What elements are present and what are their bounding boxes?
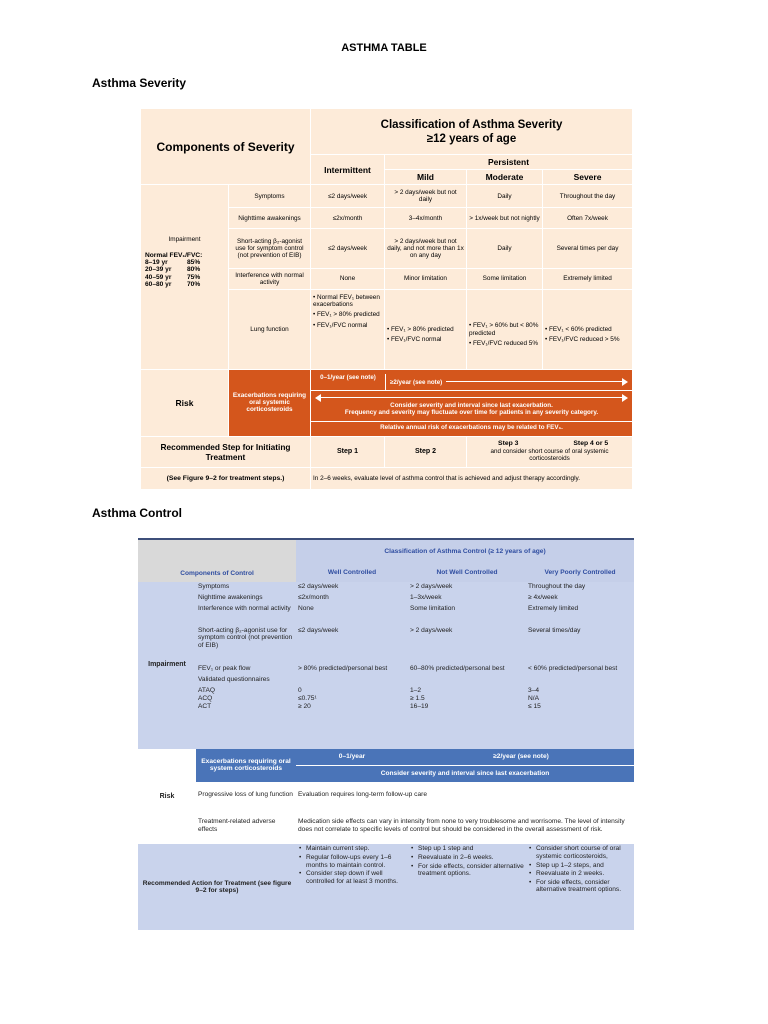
impairment-cell <box>141 185 229 369</box>
cell: None <box>298 604 314 612</box>
cell: Some limitation <box>467 269 543 290</box>
age-label: ≥12 years of age <box>426 132 517 145</box>
row-label-interference: Interference with normal activity <box>229 269 311 290</box>
cell: Throughout the day <box>528 582 586 590</box>
treatment-label: Treatment-related adverse effects <box>196 807 296 845</box>
lung-mild <box>385 290 467 370</box>
severity-heading: Asthma Severity <box>92 76 187 90</box>
row-label: Interference with normal activity <box>198 604 291 612</box>
persistent-header: Persistent <box>385 155 633 170</box>
cell: ≤2 days/week <box>298 582 339 590</box>
progressive-label: Progressive loss of lung function <box>196 782 296 807</box>
normal-fev-title: Normal FEV₁/FVC: <box>145 251 203 259</box>
bullet: • Regular follow-ups every 1–6 months to maintain control. <box>306 854 406 869</box>
impairment-notwell <box>408 582 526 749</box>
bullet: • FEV₁ > 60% but < 80% predicted <box>469 322 539 337</box>
risk-relative: Relative annual risk of exacerbations may be related to FEV₁. <box>311 421 632 431</box>
cell: < 60% predicted/personal best <box>528 664 618 672</box>
cell: ≤2x/month <box>311 208 385 229</box>
exac-well: 0–1/year <box>296 749 408 766</box>
cell: Throughout the day <box>543 185 633 208</box>
asthma-severity-table <box>140 108 632 490</box>
cell: ≤2 days/week <box>298 626 339 634</box>
classification-title: Classification of Asthma Severity <box>380 118 563 131</box>
cell: Several times per day <box>543 229 633 269</box>
control-heading: Asthma Control <box>92 506 182 520</box>
q-name: ATAQ <box>198 686 215 694</box>
cell: 16–19 <box>410 702 429 710</box>
bullet: • Step up 1–2 steps, and <box>536 862 632 870</box>
cell: Daily <box>467 229 543 269</box>
components-of-control-cell <box>138 540 296 582</box>
cell: Some limitation <box>410 604 456 612</box>
risk-persistent-wrap <box>386 374 632 390</box>
bullet: • Consider step down if well controlled for at least 3 months. <box>306 870 406 885</box>
bullet: • FEV₁/FVC normal <box>387 336 442 344</box>
bullet: • Reevaluate in 2–6 weeks. <box>418 854 524 862</box>
bullet: • Normal FEV₁ between exacerbations <box>313 294 380 309</box>
col-intermittent: Intermittent <box>311 155 385 185</box>
evaluate-note: In 2–6 weeks, evaluate level of asthma control that is achieved and adjust therapy accordingly. <box>311 467 633 489</box>
cell: ≤2 days/week <box>311 185 385 208</box>
bullet: • FEV₁/FVC reduced > 5% <box>545 336 620 344</box>
control-risk-label: Risk <box>138 749 196 845</box>
bullet: • FEV₁/FVC reduced 5% <box>469 339 539 347</box>
cell: ≤2x/month <box>298 593 329 601</box>
bullet: • FEV₁ < 60% predicted <box>545 326 612 334</box>
normal-fev-list <box>143 252 226 289</box>
row-label-symptoms: Symptoms <box>229 185 311 208</box>
step-1: Step 1 <box>311 436 385 467</box>
components-of-severity-header: Components of Severity <box>141 109 311 185</box>
row-label: FEV₁ or peak flow <box>198 664 251 672</box>
normal-fev-row: 20–39 yr 80% <box>145 266 201 274</box>
validated-label: Validated questionnaires <box>198 675 270 683</box>
bullet: • For side effects, consider alternative treatment options. <box>418 863 524 878</box>
row-label-nighttime: Nighttime awakenings <box>229 208 311 229</box>
risk-label: Risk <box>141 369 229 436</box>
row-label: Symptoms <box>198 582 230 590</box>
step-3-4 <box>467 436 633 467</box>
exac-consider: Consider severity and interval since last exacerbation <box>296 765 634 782</box>
cell: 3–4x/month <box>385 208 467 229</box>
risk-frequency: Frequency and severity may fluctuate over time for patients in any severity category. <box>344 409 599 417</box>
cell: None <box>311 269 385 290</box>
bullet: • Maintain current step. <box>306 845 406 853</box>
bullet: • Consider short course of oral systemic corticosteroids, <box>536 845 632 860</box>
cell: ≥ 20 <box>298 702 311 710</box>
cell: ≤ 15 <box>528 702 541 710</box>
recommended-action-label: Recommended Action for Treatment (see figure 9–2 for steps) <box>138 844 296 930</box>
cell: 60–80% predicted/personal best <box>410 664 505 672</box>
impairment-well <box>296 582 408 749</box>
cell: Extremely limited <box>528 604 579 612</box>
normal-fev-row: 40–59 yr 75% <box>145 273 201 281</box>
impairment-verypoor <box>526 582 634 749</box>
lung-severe <box>543 290 633 370</box>
double-arrow-icon <box>315 395 628 401</box>
bullet: • FEV₁ > 80% predicted <box>313 311 380 319</box>
cell: > 80% predicted/personal best <box>298 664 388 672</box>
row-label-saba: Short-acting β₂-agonist use for symptom control (not prevention of EIB) <box>229 229 311 269</box>
cell: Extremely limited <box>543 269 633 290</box>
q-name: ACT <box>198 702 212 710</box>
bullet: • Reevaluate in 2 weeks. <box>536 870 632 878</box>
rec-well <box>296 844 408 930</box>
col-very-poorly-controlled: Very Poorly Controlled <box>526 563 634 582</box>
document-title: ASTHMA TABLE <box>341 42 427 54</box>
progressive-text: Evaluation requires long-term follow-up care <box>296 782 634 807</box>
risk-component: Exacerbations requiring oral systemic corticosteroids <box>229 369 311 436</box>
cell: 3–4 <box>528 686 540 694</box>
cell: Daily <box>467 185 543 208</box>
control-impairment-label: Impairment <box>138 582 196 749</box>
rec-notwell <box>408 844 526 930</box>
impairment-components <box>196 582 296 749</box>
risk-consider: Consider severity and interval since last exacerbation. <box>390 402 553 410</box>
cell: > 1x/week but not nightly <box>467 208 543 229</box>
bullet: • For side effects, consider alternative treatment options. <box>536 879 632 894</box>
col-not-well-controlled: Not Well Controlled <box>408 563 526 582</box>
risk-persistent: ≥2/year (see note) <box>390 378 443 386</box>
impairment-label: Impairment <box>168 236 201 244</box>
risk-values <box>311 369 633 436</box>
cell: ≤0.75¹ <box>298 694 317 702</box>
cell: > 2 days/week but not daily, and not more than 1x on any day <box>385 229 467 269</box>
cell: > 2 days/week <box>410 626 453 634</box>
cell: Several times/day <box>528 626 581 634</box>
step-2: Step 2 <box>385 436 467 467</box>
cell: ≥ 4x/week <box>528 593 558 601</box>
step-4: Step 4 or 5 <box>573 439 609 447</box>
normal-fev-row: 60–80 yr 70% <box>145 281 201 289</box>
lung-intermittent <box>311 290 385 370</box>
row-label: Nighttime awakenings <box>198 593 263 601</box>
q-name: ACQ <box>198 694 213 702</box>
cell: 1–3x/week <box>410 593 442 601</box>
step-3-4-labels <box>467 440 632 447</box>
lung-moderate <box>467 290 543 370</box>
col-well-controlled: Well Controlled <box>296 563 408 582</box>
right-arrow-icon <box>446 379 628 385</box>
step-consider: and consider short course of oral systemic corticosteroids <box>490 448 609 463</box>
bullet: • FEV₁ > 80% predicted <box>387 326 454 334</box>
cell: ≤2 days/week <box>311 229 385 269</box>
risk-intermittent: 0–1/year (see note) <box>311 374 386 390</box>
see-figure-note: (See Figure 9–2 for treatment steps.) <box>141 467 311 489</box>
exacerbations-label: Exacerbations requiring oral system corticosteroids <box>196 749 296 782</box>
severity-classification-title <box>311 109 633 155</box>
exac-other: ≥2/year (see note) <box>408 749 634 766</box>
components-of-control-header: Components of Control <box>180 570 254 578</box>
asthma-control-table <box>138 538 634 930</box>
control-classification-title: Classification of Asthma Control (≥ 12 years of age) <box>296 540 634 563</box>
bullet: • Step up 1 step and <box>418 845 524 853</box>
cell: N/A <box>528 694 539 702</box>
normal-fev-row: 8–19 yr 85% <box>145 258 201 266</box>
cell: 0 <box>298 686 302 694</box>
recommended-step-label: Recommended Step for Initiating Treatment <box>141 436 311 467</box>
rec-verypoor <box>526 844 634 930</box>
row-label: Short-acting β₂-agonist use for symptom control (not prevention of EIB) <box>198 626 293 649</box>
cell: ≥ 1.5 <box>410 694 425 702</box>
cell: > 2 days/week <box>410 582 453 590</box>
col-mild: Mild <box>385 169 467 185</box>
cell: > 2 days/week but not daily <box>385 185 467 208</box>
col-severe: Severe <box>543 169 633 185</box>
cell: Minor limitation <box>385 269 467 290</box>
col-moderate: Moderate <box>467 169 543 185</box>
risk-frequency-row <box>311 374 632 391</box>
cell: 1–2 <box>410 686 422 694</box>
treatment-text: Medication side effects can vary in intensity from none to very troublesome and worrisome. The level of intensity does not correlate to specific levels of control but should be considered in the overall assessment of risk. <box>296 807 634 845</box>
row-label-lung-function: Lung function <box>229 290 311 370</box>
cell: Often 7x/week <box>543 208 633 229</box>
step-3: Step 3 <box>498 439 519 447</box>
bullet: • FEV₁/FVC normal <box>313 321 368 329</box>
